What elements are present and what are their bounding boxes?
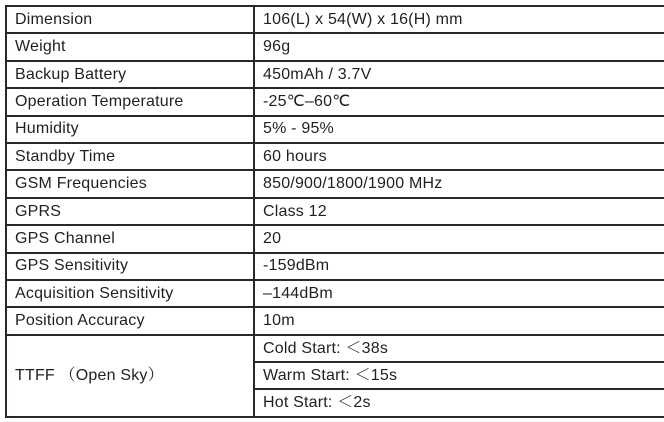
spec-label: GPRS (6, 198, 254, 225)
spec-label: GPS Sensitivity (6, 253, 254, 280)
spec-label: Acquisition Sensitivity (6, 280, 254, 307)
table-row (6, 307, 664, 334)
table-row (6, 253, 664, 280)
spec-label-ttff: TTFF （Open Sky） (6, 335, 254, 417)
spec-value: 5% - 95% (254, 116, 664, 143)
spec-label: Standby Time (6, 143, 254, 170)
table-row (6, 225, 664, 252)
spec-value: 450mAh / 3.7V (254, 61, 664, 88)
table-row (6, 6, 664, 33)
spec-value: 96g (254, 33, 664, 60)
table-row (6, 143, 664, 170)
spec-label: Humidity (6, 116, 254, 143)
spec-table (5, 5, 664, 418)
table-row (6, 170, 664, 197)
spec-value: –144dBm (254, 280, 664, 307)
spec-label: Operation Temperature (6, 88, 254, 115)
spec-value: -25℃–60℃ (254, 88, 664, 115)
spec-value: 850/900/1800/1900 MHz (254, 170, 664, 197)
spec-label: Weight (6, 33, 254, 60)
table-row (6, 33, 664, 60)
spec-value: 10m (254, 307, 664, 334)
table-row (6, 280, 664, 307)
spec-value: 60 hours (254, 143, 664, 170)
spec-value: 106(L) x 54(W) x 16(H) mm (254, 6, 664, 33)
spec-label: Position Accuracy (6, 307, 254, 334)
table-row (6, 61, 664, 88)
table-row (6, 116, 664, 143)
spec-label: GSM Frequencies (6, 170, 254, 197)
spec-value: Class 12 (254, 198, 664, 225)
spec-label: GPS Channel (6, 225, 254, 252)
spec-value-cold-start: Cold Start: ＜38s (254, 335, 664, 362)
table-row (6, 88, 664, 115)
table-row (6, 198, 664, 225)
spec-value-warm-start: Warm Start: ＜15s (254, 362, 664, 389)
table-row (6, 335, 664, 362)
spec-value-hot-start: Hot Start: ＜2s (254, 389, 664, 417)
spec-value: 20 (254, 225, 664, 252)
spec-label: Backup Battery (6, 61, 254, 88)
spec-label: Dimension (6, 6, 254, 33)
spec-value: -159dBm (254, 253, 664, 280)
